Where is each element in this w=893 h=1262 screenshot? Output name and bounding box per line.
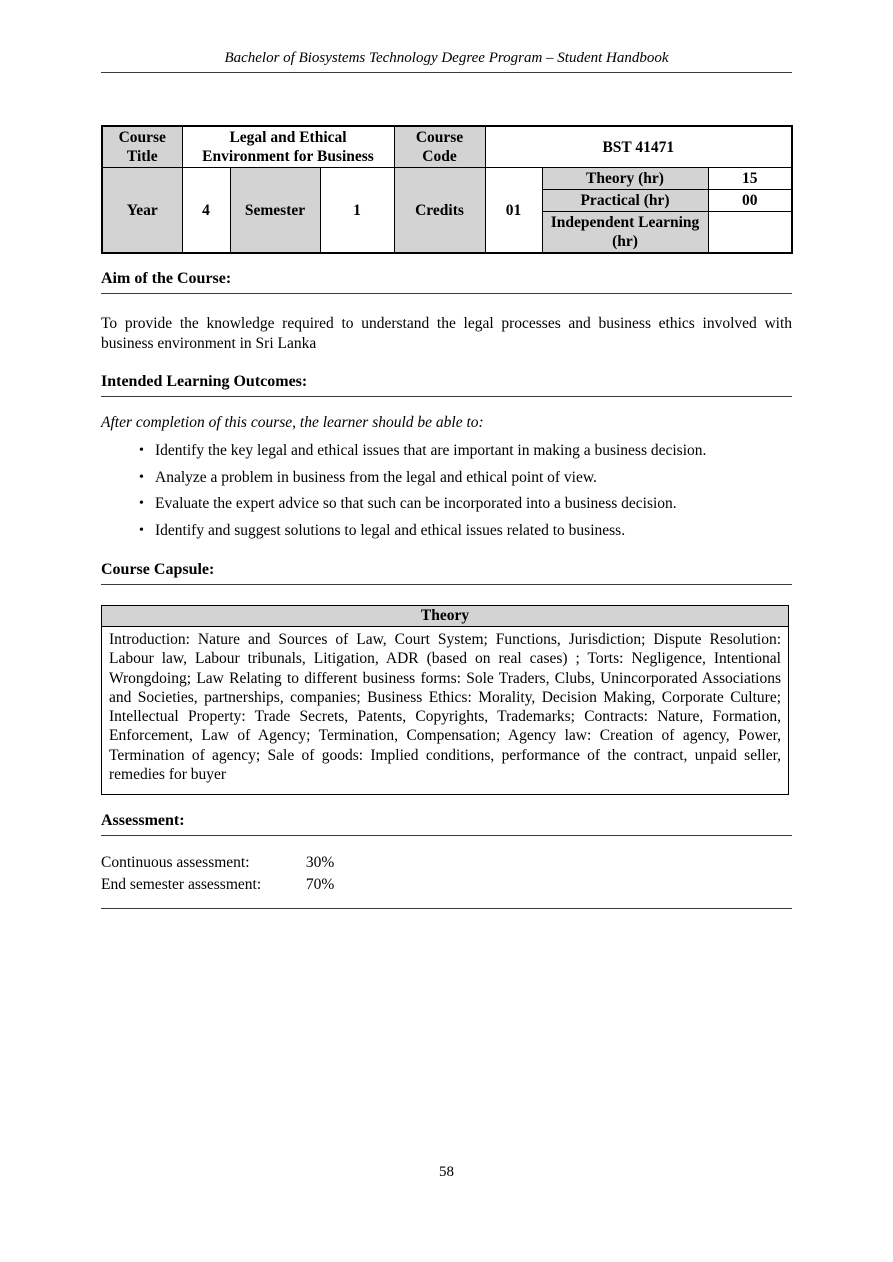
ilo-intro: After completion of this course, the learner should be able to: <box>101 414 484 431</box>
page-content <box>101 0 792 909</box>
ilo-list <box>101 438 792 544</box>
running-header <box>101 50 792 73</box>
practical-hours-label-cell: Practical (hr) <box>542 190 708 212</box>
ilo-item-text: Analyze a problem in business from the legal and ethical point of view. <box>155 468 597 486</box>
list-item <box>139 491 792 518</box>
capsule-heading: Course Capsule: <box>101 561 792 585</box>
page-number: 58 <box>439 1164 454 1180</box>
assessment-rows <box>101 852 792 896</box>
capsule-table-header: Theory <box>102 606 789 627</box>
list-item <box>139 518 792 545</box>
credits-label-cell: Credits <box>394 168 485 254</box>
semester-value-cell: 1 <box>320 168 394 254</box>
ilo-item-text: Identify the key legal and ethical issues that are important in making a business decision. <box>155 442 707 459</box>
course-title-label-cell: Course Title <box>102 126 182 168</box>
bullet-icon: • <box>139 522 144 538</box>
course-capsule-table <box>101 605 789 795</box>
assessment-value: 30% <box>305 854 335 872</box>
assessment-row-end-semester <box>101 874 792 896</box>
assessment-value: 70% <box>305 876 335 894</box>
running-header-title: Bachelor of Biosystems Technology Degree Program – Student Handbook <box>224 50 669 66</box>
semester-label-cell: Semester <box>230 168 320 254</box>
assessment-row-continuous <box>101 852 792 874</box>
bullet-icon: • <box>139 443 144 458</box>
assessment-label: End semester assessment: <box>101 876 262 894</box>
ilo-item-text: Identify and suggest solutions to legal and ethical issues related to business. <box>155 521 626 539</box>
course-code-label-cell: Course Code <box>394 126 485 168</box>
course-code-value-cell: BST 41471 <box>485 126 792 168</box>
theory-hours-value-cell: 15 <box>708 168 792 190</box>
section-end-divider <box>101 908 792 909</box>
independent-learning-value-cell <box>708 212 792 254</box>
credits-value-cell: 01 <box>485 168 542 254</box>
assessment-label: Continuous assessment: <box>101 854 250 872</box>
year-value-cell: 4 <box>182 168 230 254</box>
practical-hours-value-cell: 00 <box>708 190 792 212</box>
theory-hours-label-cell: Theory (hr) <box>542 168 708 190</box>
independent-learning-label-cell: Independent Learning (hr) <box>542 212 708 254</box>
ilo-heading: Intended Learning Outcomes: <box>101 373 792 397</box>
ilo-item-text: Evaluate the expert advice so that such can be incorporated into a business decision. <box>155 495 677 512</box>
assessment-heading: Assessment: <box>101 812 792 836</box>
year-label-cell: Year <box>102 168 182 254</box>
course-info-table <box>101 125 793 254</box>
course-title-value-cell: Legal and Ethical Environment for Business <box>182 126 394 168</box>
bullet-icon: • <box>139 469 144 485</box>
list-item <box>139 438 792 465</box>
list-item <box>139 465 792 492</box>
bullet-icon: • <box>139 496 144 511</box>
aim-heading: Aim of the Course: <box>101 270 792 294</box>
capsule-table-body: Introduction: Nature and Sources of Law, Court System; Functions, Jurisdiction; Dispute Resolution: Labour law, Labour tribunals, Litigation, ADR (based on real cases) ; Torts: Negligence, Intentional Wrongdoing; Law Relating to different business forms: Sole Traders, Clubs, Unincorporated Associations and Societies, partnerships, companies; Business Ethics: Morality, Decision Making, Corporate Culture; Intellectual Property: Trade Secrets, Patents, Copyrights, Trademarks; Contracts: Nature, Formation, Enforcement, Law of Agency; Termination, Compensation; Agency law: Creation of agency, Power, Termination of agency; Sale of goods: Implied conditions, performance of the contract, unpaid seller, remedies for buyer <box>102 627 789 795</box>
aim-paragraph: To provide the knowledge required to understand the legal processes and business ethics involved with business environment in Sri Lanka <box>101 315 792 352</box>
